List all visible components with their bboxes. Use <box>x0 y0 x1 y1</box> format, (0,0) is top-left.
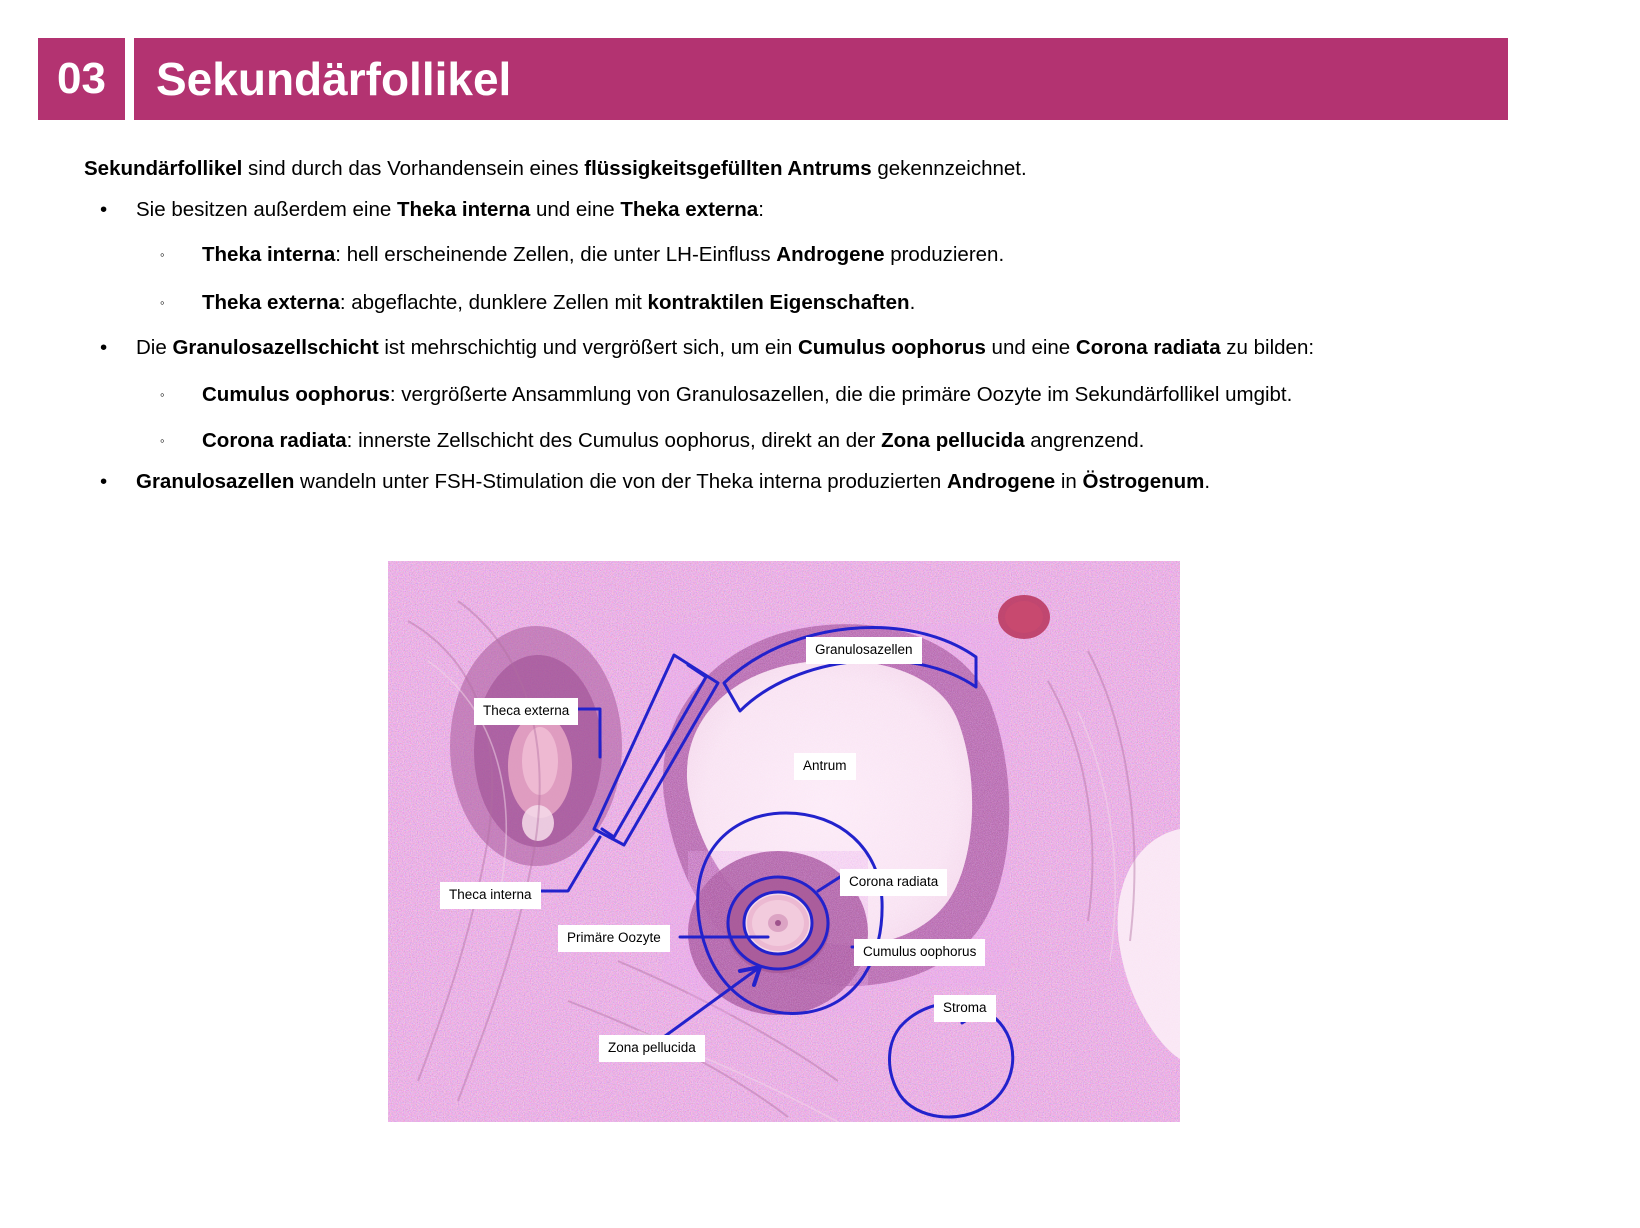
lead-text-2: gekennzeichnet. <box>871 157 1027 180</box>
bullet-marker-circle: ◦ <box>160 247 165 262</box>
bullet-segment-5: Östrogenum <box>1082 470 1205 493</box>
bullet-segment-5: : <box>758 198 764 221</box>
bullet-segment-1: Die <box>136 336 173 359</box>
bullet-segment-3: Androgene <box>946 470 1056 493</box>
bullet-segment-2: : innerste Zellschicht des Cumulus oophorus, direkt an der <box>346 429 882 452</box>
bullet-item-3 <box>160 289 915 317</box>
slide-header <box>38 38 1508 120</box>
bullet-segment-3: und eine <box>530 198 621 221</box>
bullet-segment-5: und eine <box>985 336 1076 359</box>
figure-label-corona-radiata: Corona radiata <box>840 869 947 896</box>
bullet-segment-3: Zona pellucida <box>881 429 1025 452</box>
bullet-segment-2: wandeln unter FSH-Stimulation die von der Theka interna produzierten <box>294 470 947 493</box>
bullet-segment-1: Theka interna <box>202 243 336 266</box>
figure-label-theca-externa: Theca externa <box>474 698 578 725</box>
bullet-item-6 <box>160 427 1144 455</box>
bullet-text <box>136 334 1314 362</box>
bullet-text <box>136 196 764 224</box>
lead-paragraph <box>84 155 1027 183</box>
bullet-segment-4: in <box>1055 470 1083 493</box>
bullet-text <box>202 241 1004 269</box>
figure-label-zona-pellucida: Zona pellucida <box>599 1035 705 1062</box>
bullet-marker-disc: • <box>100 470 108 493</box>
bullet-segment-1: Granulosazellen <box>136 470 295 493</box>
bullet-segment-6: Corona radiata <box>1075 336 1221 359</box>
bullet-segment-2: : vergrößerte Ansammlung von Granulosazellen, die die primäre Oozyte im Sekundärfollikel umgibt. <box>389 383 1293 406</box>
bullet-marker-circle: ◦ <box>160 387 165 402</box>
bullet-segment-2: : hell erscheinende Zellen, die unter LH-Einfluss <box>335 243 777 266</box>
bullet-segment-6: . <box>1204 470 1211 493</box>
bullet-marker-circle: ◦ <box>160 433 165 448</box>
bullet-segment-1: Cumulus oophorus <box>202 383 390 406</box>
lead-bold-2: flüssigkeitsgefüllten Antrums <box>584 157 872 180</box>
bullet-segment-1: Theka externa <box>202 291 340 314</box>
bullet-segment-4: angrenzend. <box>1024 429 1145 452</box>
bullet-text <box>202 381 1292 409</box>
figure-label-stroma: Stroma <box>934 995 996 1022</box>
bullet-item-7 <box>100 468 1210 496</box>
bullet-segment-1: Corona radiata <box>202 429 347 452</box>
lead-text-1: sind durch das Vorhandensein eines <box>242 157 585 180</box>
bullet-segment-7: zu bilden: <box>1220 336 1315 359</box>
page-title: Sekundärfollikel <box>156 53 512 105</box>
bullet-segment-3: ist mehrschichtig und vergrößert sich, um ein <box>378 336 798 359</box>
bullet-segment-4: produzieren. <box>884 243 1005 266</box>
bullet-text <box>202 427 1144 455</box>
bullet-segment-2: Theka interna <box>396 198 531 221</box>
bullet-marker-circle: ◦ <box>160 295 165 310</box>
figure-label-antrum: Antrum <box>794 753 856 780</box>
bullet-segment-3: kontraktilen Eigenschaften <box>647 291 910 314</box>
bullet-text <box>202 289 915 317</box>
bullet-marker-disc: • <box>100 198 108 221</box>
figure-label-granulosazellen: Granulosazellen <box>806 637 922 664</box>
bullet-segment-2: Granulosazellschicht <box>172 336 379 359</box>
bullet-segment-4: Theka externa <box>620 198 759 221</box>
slide-title-box <box>134 38 1508 120</box>
bullet-item-5 <box>160 381 1292 409</box>
bullet-segment-4: . <box>909 291 916 314</box>
bullet-text <box>136 468 1210 496</box>
bullet-marker-disc: • <box>100 336 108 359</box>
figure-label-primaere-oozyte: Primäre Oozyte <box>558 925 670 952</box>
figure-label-cumulus-oophorus: Cumulus oophorus <box>854 939 985 966</box>
lead-bold-1: Sekundärfollikel <box>84 157 243 180</box>
figure-label-theca-interna: Theca interna <box>440 882 541 909</box>
bullet-segment-3: Androgene <box>776 243 885 266</box>
slide-number-box <box>38 38 125 120</box>
bullet-item-2 <box>160 241 1004 269</box>
header-divider <box>125 38 134 120</box>
histology-figure <box>388 561 1180 1122</box>
bullet-segment-4: Cumulus oophorus <box>797 336 986 359</box>
bullet-item-1 <box>100 196 764 224</box>
bullet-segment-1: Sie besitzen außerdem eine <box>136 198 397 221</box>
bullet-item-4 <box>100 334 1314 362</box>
bullet-segment-2: : abgeflachte, dunklere Zellen mit <box>339 291 648 314</box>
slide-number: 03 <box>57 54 106 103</box>
histology-image <box>388 561 1180 1122</box>
